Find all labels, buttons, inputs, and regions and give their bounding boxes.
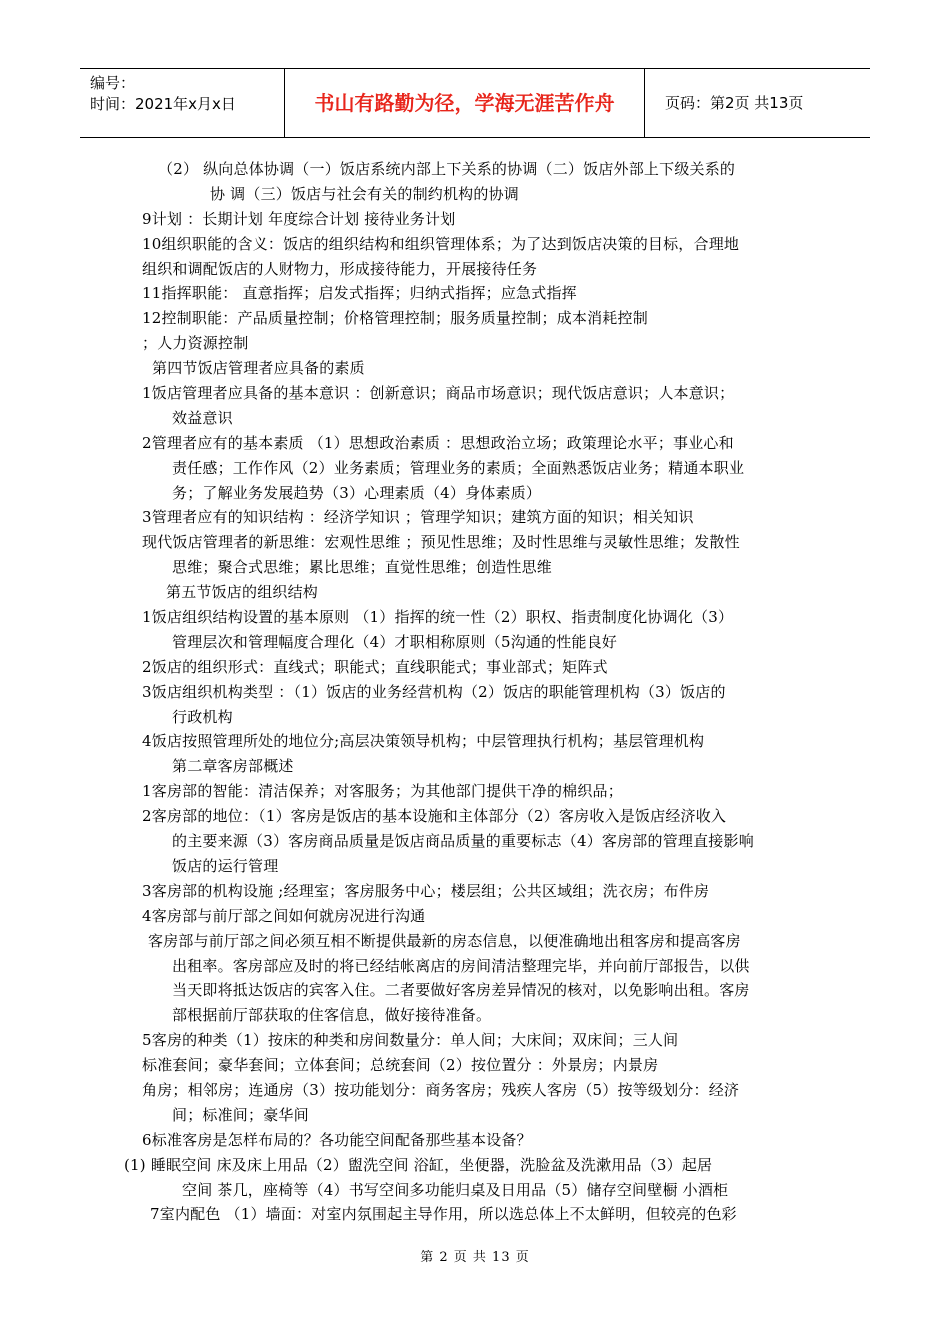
text-line: 思维；聚合式思维；累比思维；直觉性思维；创造性思维 [172, 558, 553, 577]
text-line: 出租率。客房部应及时的将已经结帐离店的房间清洁整理完毕，并向前厅部报告，以供 [172, 956, 750, 975]
text-line: 1饭店管理者应具备的基本意识 ：创新意识；商品市场意识；现代饭店意识；人本意识； [142, 384, 735, 403]
text-line: 第二章客房部概述 [172, 757, 294, 776]
text-line: 饭店的运行管理 [172, 856, 279, 875]
header-meta-cell [80, 69, 285, 137]
text-line: 组织和调配饭店的人财物力，形成接待能力，开展接待任务 [142, 259, 538, 278]
text-line: 标准套间；豪华套间；立体套间；总统套间（2）按位置分 ：外景房；内景房 [142, 1056, 659, 1075]
text-line: 管理层次和管理幅度合理化（4）才职相称原则（5沟通的性能良好 [172, 632, 618, 651]
text-line: 部根据前厅部获取的住客信息，做好接待准备。 [172, 1006, 492, 1025]
page-footer: 第 2 页 共 13 页 [420, 1250, 530, 1265]
text-line: 3客房部的机构设施 ;经理室；客房服务中心；楼层组；公共区域组；洗衣房；布件房 [142, 881, 710, 900]
text-line: 务；了解业务发展趋势（3）心理素质（4）身体素质） [172, 483, 542, 502]
text-line: 7室内配色 （1）墙面：对室内氛围起主导作用，所以选总体上不太鲜明，但较亮的色彩 [150, 1205, 737, 1224]
text-line: 2客房部的地位：（1）客房是饭店的基本设施和主体部分（2）客房收入是饭店经济收入 [142, 807, 727, 826]
text-line: 10组织职能的含义：饭店的组织结构和组织管理体系；为了达到饭店决策的目标，合理地 [142, 234, 740, 253]
text-line: 5客房的种类（1）按床的种类和房间数量分：单人间；大床间；双床间；三人间 [142, 1031, 679, 1050]
text-line: 第五节饭店的组织结构 [166, 583, 319, 602]
text-line: 4客房部与前厅部之间如何就房况进行沟通 [142, 906, 426, 925]
document-time-label: 时间：2021年x月x日 [90, 95, 236, 113]
text-line: 现代饭店管理者的新思维：宏观性思维 ；预见性思维；及时性思维与灵敏性思维；发散性 [142, 533, 740, 552]
text-line: 1客房部的智能：清洁保养；对客服务；为其他部门提供干净的棉织品； [142, 782, 623, 801]
page-header [80, 68, 870, 138]
text-line: 客房部与前厅部之间必须互相不断提供最新的房态信息，以便准确地出租客房和提高客房 [148, 931, 741, 950]
text-line: 空间 茶几，座椅等（4）书写空间多功能归桌及日用品（5）储存空间壁橱 小酒柜 [182, 1180, 729, 1199]
text-line: 4饭店按照管理所处的地位分;高层决策领导机构；中层管理执行机构；基层管理机构 [142, 732, 705, 751]
text-line: 间；标准间；豪华间 [172, 1105, 309, 1124]
document-body [124, 157, 810, 1227]
text-line: 责任感；工作作风（2）业务素质；管理业务的素质；全面熟悉饭店业务；精通本职业 [172, 458, 745, 477]
text-line: 6标准客房是怎样布局的？各功能空间配备那些基本设备？ [142, 1130, 532, 1149]
text-line: 2饭店的组织形式：直线式；职能式；直线职能式；事业部式；矩阵式 [142, 657, 608, 676]
text-line: (1) 睡眠空间 床及床上用品（2）盥洗空间 浴缸，坐便器，洗脸盆及洗漱用品（3）起居 [124, 1155, 713, 1174]
text-line: ；人力资源控制 [142, 334, 249, 353]
header-page-info: 页码：第2页 共13页 [665, 94, 804, 112]
text-line: 2管理者应有的基本素质 （1）思想政治素质 ：思想政治立场；政策理论水平；事业心和 [142, 433, 734, 452]
header-motto: 书山有路勤为径，学海无涯苦作舟 [285, 69, 645, 137]
text-line: 的主要来源（3）客房商品质量是饭店商品质量的重要标志（4）客房部的管理直接影响 [172, 832, 754, 851]
text-line: 12控制职能：产品质量控制；价格管理控制；服务质量控制；成本消耗控制 [142, 309, 648, 328]
text-line: 3管理者应有的知识结构 ：经济学知识 ；管理学知识；建筑方面的知识；相关知识 [142, 508, 694, 527]
text-line: 角房；相邻房；连通房（3）按功能划分：商务客房；残疾人客房（5）按等级划分：经济 [142, 1080, 740, 1099]
text-line: 当天即将抵达饭店的宾客入住。二者要做好客房差异情况的核对，以免影响出租。客房 [172, 981, 750, 1000]
text-line: 1饭店组织结构设置的基本原则 （1）指挥的统一性（2）职权、指责制度化协调化（3） [142, 608, 734, 627]
text-line: 行政机构 [172, 707, 233, 726]
document-number-label: 编号： [90, 74, 136, 92]
text-line: 3饭店组织机构类型 ：（1）饭店的业务经营机构（2）饭店的职能管理机构（3）饭店的 [142, 682, 726, 701]
text-line: 第四节饭店管理者应具备的素质 [152, 359, 365, 378]
text-line: 效益意识 [172, 408, 233, 427]
text-line: 9计划 ：长期计划 年度综合计划 接待业务计划 [142, 209, 456, 228]
text-line: 协 调（三）饭店与社会有关的制约机构的协调 [210, 184, 519, 203]
text-line: （2） 纵向总体协调（一）饭店系统内部上下关系的协调（二）饭店外部上下级关系的 [158, 160, 736, 178]
text-line: 11指挥职能： 直意指挥；启发式指挥；归纳式指挥；应急式指挥 [142, 284, 577, 303]
